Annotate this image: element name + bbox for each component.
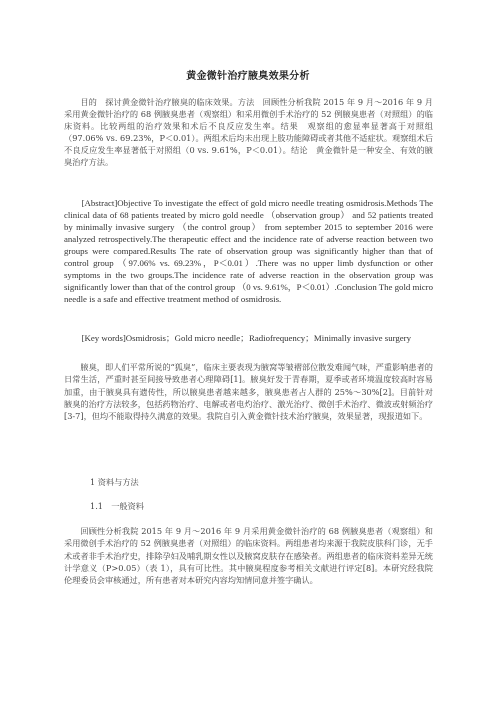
section-heading: 1 资料与方法	[90, 477, 139, 487]
keywords: [Key words]Osmidrosis；Gold micro needle；Radiofrequency；Minimally invasive surgery	[81, 333, 412, 343]
methods-paragraph: 回顾性分析我院 2015 年 9 月～2016 年 9 月采用黄金微针治疗的 68 例腋臭患者（观察组）和采用微创手术治疗的 52 例腋臭患者（对照组）的临床资料。两组患者均来源于我院皮肤科门诊，无手术或者非手术治疗史，排除孕妇及哺乳期女性以及腋窝皮肤存在感染者。两组患者的临床资料差异无统计学意义（P>0.05）（表 1），具有可比性。其中腋臭程度参考相关文献进行评定[8]。本研究经我院伦理委员会审核通过，所有患者对本研究内容均知情同意并签字确认。	[64, 526, 433, 586]
chinese-abstract: 目的 探讨黄金微针治疗腋臭的临床效果。方法 回顾性分析我院 2015 年 9 月～2016 年 9 月采用黄金微针治疗的 68 例腋臭患者（观察组）和采用微创手术治疗的 52 例腋臭患者（对照组）的临床资料。比较两组的治疗效果和术后不良反应发生率。结果 观察组的愈显率显著高于对照组（97.06% vs. 69.23%，P＜0.01）。两组术后均未出现上肢功能障碍或者其他不适症状。观察组术后不良反应发生率显著低于对照组（0 vs. 9.61%，P＜0.01）。结论 黄金微针是一种安全、有效的腋臭治疗方法。	[64, 97, 433, 168]
paper-title: 黄金微针治疗腋臭效果分析	[186, 71, 310, 82]
subsection-heading: 1.1 一般资料	[90, 501, 144, 511]
introduction-paragraph: 腋臭，即人们平常所说的“狐臭”，临床主要表现为腋窝等皱褶部位散发难闻气味，严重影响患者的日常生活，严重时甚至间接导致患者心理障碍[1]。腋臭好发于青春期，夏季或者环境温度较高时容易加重，由于腋臭具有遗传性，所以腋臭患者越来越多，腋臭患者占人群的 25%～30%[2]。目前针对腋臭的治疗方法较多，包括药物治疗、电解或者电灼治疗、激光治疗、微创手术治疗、微波或射频治疗[3-7]，但均不能取得持久满意的效果。我院自引入黄金微针技术治疗腋臭，效果显著，现报道如下。	[64, 362, 433, 422]
english-abstract: [Abstract]Objective To investigate the effect of gold micro needle treating osmidrosis.Methods The clinical data of 68 patients treated by micro gold needle （observation group） and 52 patients treated by minimally invasive surgery （the control group） from september 2015 to september 2016 were analyzed retrospectively.The therapeutic effect and the incidence rate of adverse reaction between two groups were compared.Results The rate of observation group was significantly higher than that of control group （97.06% vs. 69.23%，P＜0.01）.There was no upper limb dysfunction or other symptoms in the two groups.The incidence rate of adverse reaction in the observation group was significantly lower than that of the control group （0 vs. 9.61%，P＜0.01）.Conclusion The gold micro needle is a safe and effective treatment method of osmidrosis.	[64, 198, 434, 304]
